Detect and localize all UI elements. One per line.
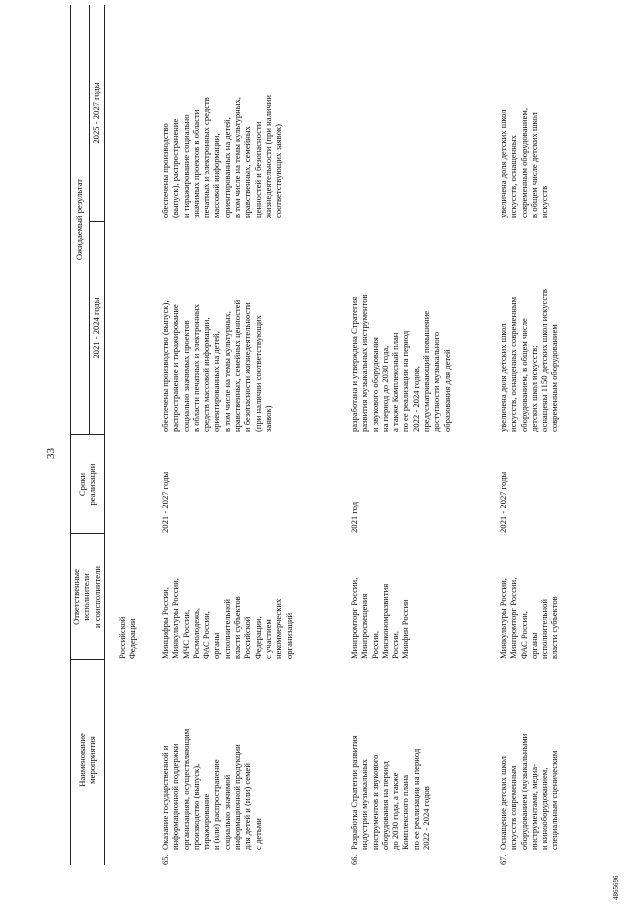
row-66-result-2021-2024: разработана и утверждена Стратегия развития музыкальных инструментов и звукового оборудования на период до 2030 года, а также Комплексный план по ее реализации на период 2022 - 2024 годов, предусматривающий повышение доступности музыкального образования для детей: [349, 294, 452, 432]
row-67-number: 67.: [498, 854, 508, 865]
col-divider-responsible: [70, 659, 104, 660]
row-65-deadline: 2021 - 2027 годы: [160, 471, 170, 533]
col-divider-deadline: [70, 533, 104, 534]
row-67-result-2021-2024: увеличена доля детских школ искусств, оснащенных современным оборудованием, в общем числе детских школ искусств; оснащены 1150 детских школ искусств современным оборудованием: [498, 289, 560, 432]
expected-result-subrule: [89, 5, 90, 435]
header-name: Наименование мероприятия: [77, 733, 98, 787]
row-67-deadline: 2021 - 2027 годы: [498, 471, 508, 533]
row-65-number: 65.: [160, 854, 170, 865]
col-divider-results: [70, 434, 104, 435]
header-period-2025-2027: 2025 - 2027 годы: [91, 82, 101, 144]
row-66-number: 66.: [349, 854, 359, 865]
row-65-name: Оказание государственной и информационной поддержки организациям, осуществляющим производство (выпуск), тиражирование и (или) распространение социально значимой информационной продукции для детей и (или) семей с детьми: [160, 728, 263, 850]
header-bottom-rule: [104, 5, 105, 865]
header-expected-result: Ожидаемый результат: [74, 178, 84, 261]
row-66-name: Разработка Стратегии развития индустрии музыкальных инструментов и звукового оборудования на период до 2030 года, а также Комплексного плана по ее реализации на период 2022 - 2024 годов: [349, 735, 432, 850]
table-top-rule: [70, 5, 71, 865]
row-67-name: Оснащение детских школ искусств современным оборудованием (музыкальными инструментами, медиа- и кинооборудованием, специальным сценическим: [498, 733, 560, 850]
row-67-responsible: Минкультуры России, Минпромторг России, ФАС России, органы исполнительной власти субъектов: [498, 577, 560, 659]
page-number: 33: [45, 448, 57, 459]
document-id: 4865696: [612, 875, 620, 900]
row-66-deadline: 2021 год: [349, 501, 359, 533]
row-65-responsible: Минцифры России, Минкультуры России, МЧС России, Росмолодежь, ФАС России, органы исполнительной власти субъектов Российской Федерации, с участием некоммерческих организаций: [160, 578, 294, 659]
header-period-2021-2024: 2021 - 2024 годы: [91, 297, 101, 359]
row-67-result-2025-2027: увеличена доля детских школ искусств, оснащенных современным оборудованием, в общем числе детских школ искусств: [498, 107, 550, 218]
row-65-result-2025-2027: обеспечены производство (выпуск), распространение и тиражирование социально значимых проектов в области печатных и электронных средств массовой информации, ориентированных на детей, в том числе на темы культурных, нравственных, семейных ценностей и безопасности жизнедеятельности (при наличии соответствующих заявок): [160, 95, 284, 218]
row-65-result-2021-2024: обеспечены производство (выпуск), распространение и тиражирование социально значимых проектов в области печатных и электронных средств массовой информации, ориентированных на детей, в том числе на темы культурных, нравственных, семейных ценностей и безопасности жизнедеятельности (при наличии соответствующих заявок): [160, 299, 273, 432]
header-responsible: Ответственные исполнители и соисполнители: [71, 566, 102, 628]
header-deadline: Сроки реализации: [77, 463, 98, 506]
carry-over-text: Российской Федерации: [117, 616, 138, 659]
row-66-responsible: Минпромторг России, Минпросвещения России, Минэкономразвития России, Минфин России: [349, 577, 411, 659]
